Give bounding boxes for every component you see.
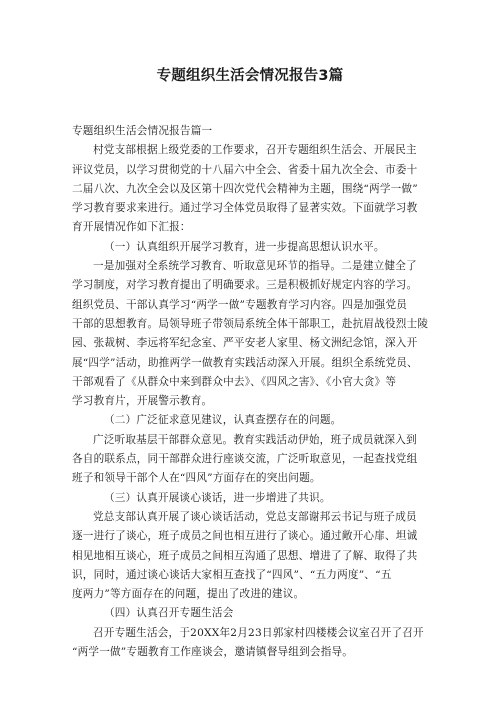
subsection-heading: （一）认真组织开展学习教育，进一步提高思想认识水平。 bbox=[104, 240, 385, 253]
paragraph-line: 识，同时，通过谈心谈话大家相互查找了“四风”、“五力两度”、“五 bbox=[72, 568, 392, 581]
paragraph-line: 村党支部根据上级党委的工作要求，召开专题组织生活会、开展民主 bbox=[93, 144, 417, 157]
paragraph-line: “两学一做”专题教育工作座谈会，邀请镇督导组到会指导。 bbox=[72, 646, 354, 659]
paragraph-line: 相见地相互谈心，班子成员之间相互沟通了思想、增进了了解、取得了共 bbox=[72, 549, 418, 562]
paragraph-line: 学习教育片，开展警示教育。 bbox=[72, 395, 213, 408]
paragraph-line: 班子和领导干部个人在“四风”方面存在的突出问题。 bbox=[72, 472, 321, 485]
paragraph-line: 一是加强对全系统学习教育、听取意见环节的指导。二是建立健全了 bbox=[93, 260, 417, 273]
paragraph-line: 召开专题生活会，于20XX年2月23日郭家村四楼楼会议室召开了召开 bbox=[93, 626, 424, 639]
paragraph-line: 学习制度，对学习教育提出了明确要求。三是积极抓好规定内容的学习。 bbox=[72, 279, 418, 292]
paragraph-line: 二届八次、九次全会以及区第十四次党代会精神为主题，围绕“两学一做” bbox=[72, 182, 418, 195]
paragraph-line: 组织党员、干部认真学习“两学一做”专题教育学习内容。四是加强党员 bbox=[72, 298, 408, 311]
paragraph-line: 各自的联系点，同干部群众进行座谈交流，广泛听取意见，一起查找党组 bbox=[72, 453, 418, 466]
document-body bbox=[72, 122, 430, 662]
paragraph-line: 广泛听取基层干部群众意见。教育实践活动伊始，班子成员就深入到 bbox=[93, 433, 417, 446]
paragraph-line: 干部观看了《从群众中来到群众中去》、《四风之害》、《小官大贪》等 bbox=[72, 375, 397, 388]
document-title: 专题组织生活会情况报告3篇 bbox=[156, 68, 344, 84]
paragraph-line: 园、张裁树、李远将军纪念室、严平安老人家里、杨文洲纪念馆，深入开 bbox=[72, 337, 418, 350]
paragraph-line: 评议党员，以学习贯彻党的十八届六中全会、省委十届九次全会、市委十 bbox=[72, 163, 418, 176]
subsection-heading: （三）认真开展谈心谈话，进一步增进了共识。 bbox=[104, 491, 331, 504]
paragraph-line: 逐一进行了谈心，班子成员之间也相互进行了谈心。通过敞开心扉、坦诚 bbox=[72, 530, 418, 543]
paragraph-line: 度两力”等方面存在的问题，提出了改进的建议。 bbox=[72, 588, 305, 601]
paragraph-line: 党总支部认真开展了谈心谈话活动，党总支部谢邦云书记与班子成员 bbox=[93, 510, 417, 523]
paragraph-line: 干部的思想教育。局领导班子带领局系统全体干部职工，赴抗眉战役烈士陵 bbox=[72, 317, 429, 330]
subsection-heading: （二）广泛征求意见建议，认真查摆存在的问题。 bbox=[104, 414, 342, 427]
paragraph-line: 展“四学”活动，助推两学一做教育实践活动深入开展。组织全系统党员、 bbox=[72, 356, 418, 369]
paragraph-line: 育开展情况作如下汇报： bbox=[72, 221, 191, 234]
paragraph-line: 学习教育要求来进行。通过学习全体党员取得了显著实效。下面就学习教 bbox=[72, 202, 418, 215]
subsection-heading: （四）认真召开专题生活会 bbox=[104, 607, 234, 620]
section-heading: 专题组织生活会情况报告篇一 bbox=[72, 125, 213, 137]
